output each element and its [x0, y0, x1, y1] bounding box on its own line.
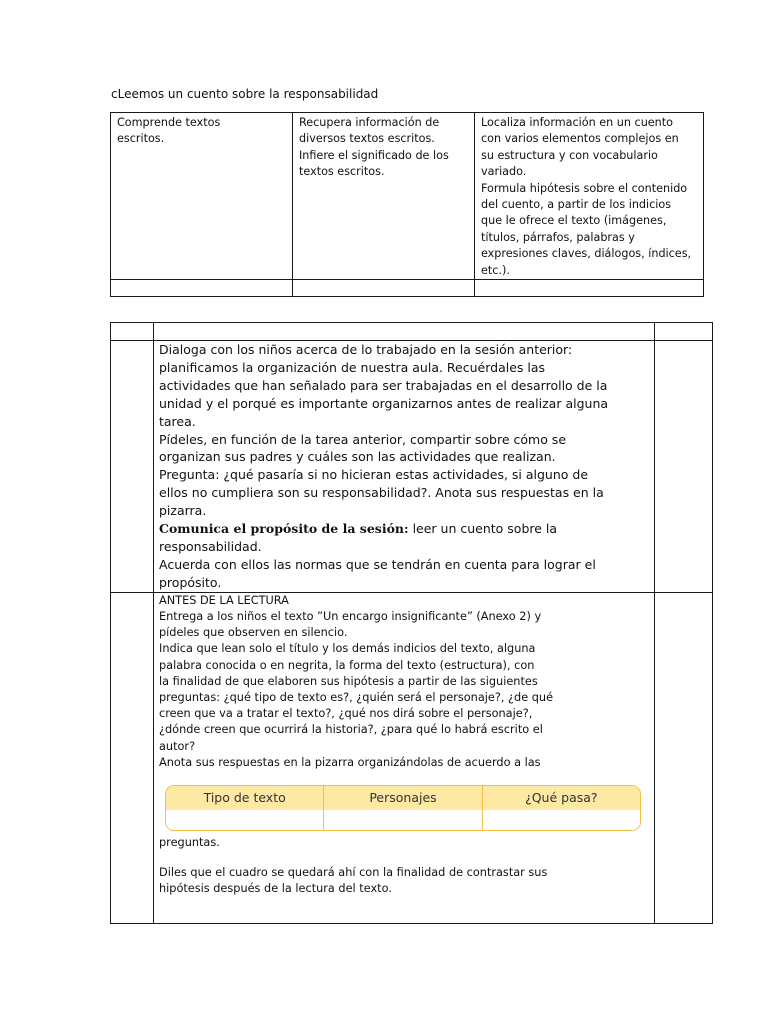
indicator-line: etc.).: [481, 263, 510, 277]
inicio-line: Acuerda con ellos las normas que se tendrán en cuenta para lograr el: [159, 556, 596, 572]
page-title: cLeemos un cuento sobre la responsabilidad: [111, 87, 379, 101]
antes-line: Anota sus respuestas en la pizarra organizándolas de acuerdo a las: [159, 755, 541, 769]
indicator-line: expresiones claves, diálogos, índices,: [481, 247, 692, 261]
empty-row: [111, 280, 704, 297]
antes-line: pídeles que observen en silencio.: [159, 626, 348, 640]
indicator-line: del cuento, a partir de los indicios: [481, 198, 672, 212]
competencies-table: [110, 112, 704, 297]
inicio-line: Pídeles, en función de la tarea anterior, compartir sobre cómo se: [159, 431, 567, 447]
purpose-label: Comunica el propósito de la sesión:: [159, 521, 409, 537]
antes-row: [111, 592, 713, 923]
inicio-line: organizan sus padres y cuáles son las actividades que realizan.: [159, 449, 556, 465]
inicio-line: Dialoga con los niños acerca de lo trabajado en la sesión anterior:: [159, 342, 573, 357]
indicator-line: con varios elementos complejos en: [481, 132, 679, 146]
antes-line: creen que va a tratar el texto?, ¿qué nos dirá sobre el personaje?,: [159, 707, 533, 721]
inicio-line: unidad y el porqué es importante organizarnos antes de realizar alguna: [159, 395, 609, 411]
session-table: [110, 322, 713, 924]
antes-line: Indica que lean solo el título y los demás indicios del texto, alguna: [159, 642, 536, 656]
antes-line: ¿dónde creen que ocurrirá la historia?, ¿para qué lo habrá escrito el: [159, 723, 543, 737]
competencies-row: [111, 113, 704, 280]
antes-line: preguntas: ¿qué tipo de texto es?, ¿quién será el personaje?, ¿de qué: [159, 690, 554, 704]
hypothesis-table-header: [166, 786, 640, 810]
header-personajes: Personajes: [324, 786, 482, 810]
closing-line: hipótesis después de la lectura del texto.: [159, 882, 392, 896]
hypothesis-cell: [324, 810, 482, 830]
indicator-line: variado.: [481, 165, 527, 179]
header-cell: [154, 323, 655, 341]
empty-cell: [293, 280, 475, 297]
indicator-cell: [475, 113, 704, 280]
inicio-line: tarea.: [159, 413, 196, 429]
antes-heading: ANTES DE LA LECTURA: [159, 593, 289, 607]
header-tipo-de-texto: Tipo de texto: [166, 786, 324, 810]
antes-line: Entrega a los niños el texto ”Un encargo insignificante” (Anexo 2) y: [159, 609, 542, 623]
materials-cell: [655, 341, 713, 593]
capacity-line: diversos textos escritos.: [299, 132, 435, 146]
empty-cell: [475, 280, 704, 297]
hypothesis-cell: [166, 810, 324, 830]
inicio-line: Pregunta: ¿qué pasaría si no hicieran estas actividades, si alguno de: [159, 467, 589, 483]
indicator-line: Localiza información en un cuento: [481, 116, 673, 129]
indicator-line: su estructura y con vocabulario: [481, 148, 658, 162]
inicio-line: planificamos la organización de nuestra aula. Recuérdales las: [159, 359, 546, 375]
session-header-row: [111, 323, 713, 341]
purpose-text: leer un cuento sobre la: [408, 521, 558, 537]
inicio-line: ellos no cumpliera son su responsabilidad?. Anota sus respuestas en la: [159, 485, 604, 501]
moment-cell: [111, 592, 154, 923]
inicio-line: propósito.: [159, 574, 222, 590]
inicio-row: [111, 341, 713, 593]
empty-cell: [111, 280, 293, 297]
purpose-line: [159, 520, 649, 538]
competency-cell: [111, 113, 293, 280]
competency-line: escritos.: [117, 132, 165, 146]
indicator-line: Formula hipótesis sobre el contenido: [481, 181, 688, 195]
inicio-line: pizarra.: [159, 503, 207, 519]
header-que-pasa: ¿Qué pasa?: [525, 789, 598, 805]
spacer: [159, 851, 649, 865]
antes-line: palabra conocida o en negrita, la forma del texto (estructura), con: [159, 658, 535, 672]
antes-line: autor?: [159, 739, 196, 753]
capacity-line: textos escritos.: [299, 165, 385, 179]
hypothesis-table-body: [166, 810, 640, 830]
capacity-cell: [293, 113, 475, 280]
indicator-line: que le ofrece el texto (imágenes,: [481, 214, 667, 228]
capacity-line: Recupera información de: [299, 116, 440, 129]
competency-line: Comprende textos: [117, 116, 221, 129]
indicator-line: títulos, párrafos, palabras y: [481, 230, 635, 244]
inicio-line: responsabilidad.: [159, 538, 262, 554]
materials-cell: [655, 592, 713, 923]
capacity-line: Infiere el significado de los: [299, 148, 449, 162]
inicio-content: [154, 341, 655, 593]
closing-line: Diles que el cuadro se quedará ahí con la finalidad de contrastar sus: [159, 866, 548, 880]
antes-content: [154, 592, 655, 923]
antes-line: preguntas.: [159, 835, 220, 849]
inicio-line: actividades que han señalado para ser trabajadas en el desarrollo de la: [159, 377, 608, 393]
header-cell: [655, 323, 713, 341]
hypothesis-table: [165, 785, 641, 831]
hypothesis-cell: [483, 810, 640, 830]
header-cell: [111, 323, 154, 341]
antes-line: la finalidad de que elaboren sus hipótesis a partir de las siguientes: [159, 674, 538, 688]
moment-cell: [111, 341, 154, 593]
